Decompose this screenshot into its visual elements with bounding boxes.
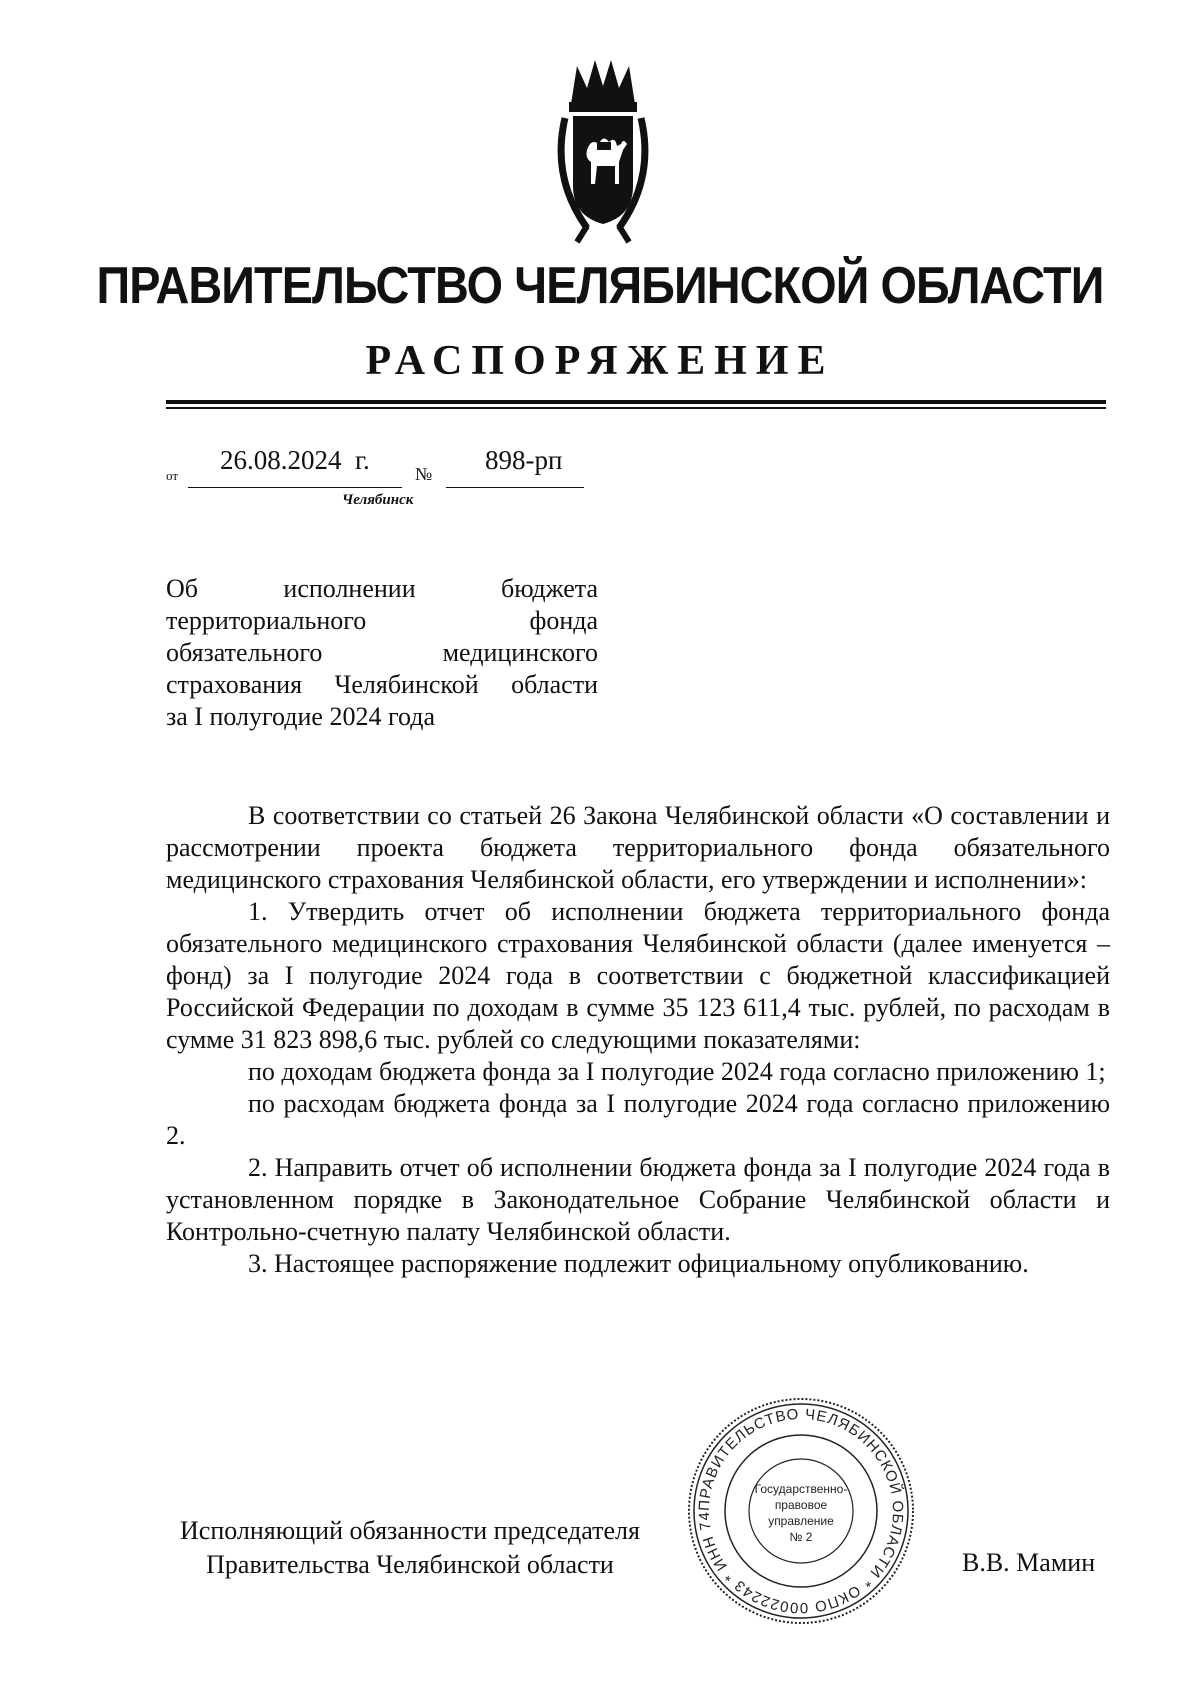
document-date: 26.08.2024 г. [220,445,370,475]
document-number: 898-рп [485,445,563,475]
city-label: Челябинск [342,492,414,508]
header-divider-thick [166,400,1106,404]
body-paragraph: по доходам бюджета фонда за I полугодие 2024 года согласно приложению 1; [248,1057,1106,1086]
signer-position-line: Правительства Челябинской области [206,1550,614,1579]
document-body [166,800,1110,1280]
body-paragraph: 2. Направить отчет об исполнении бюджета фонда за I полугодие 2024 года в установленном порядке в Законодательное Собрание Челябинской области и Контрольно-счетную палату Челябинской области. [166,1153,1110,1246]
body-paragraph: по расходам бюджета фонда за I полугодие 2024 года согласно приложению 2. [166,1089,1110,1150]
body-paragraph: В соответствии со статьей 26 Закона Челябинской области «О составлении и рассмотрении проекта бюджета территориального фонда обязательного медицинского страхования Челябинской области, его утверждении и исполнении»: [166,801,1110,894]
subject-line: Об исполнении бюджета [166,574,598,603]
subject-line: страхования Челябинской области [166,670,598,699]
body-paragraph: 3. Настоящее распоряжение подлежит официальному опубликованию. [248,1249,1029,1278]
signer-position [160,1514,660,1582]
number-underline [446,487,584,488]
seal-ring-text: ПРАВИТЕЛЬСТВО ЧЕЛЯБИНСКОЙ ОБЛАСТИ * ОКПО 00022243 * ИНН 74 [695,1405,907,1617]
seal-center-line: Государственно- [754,1482,848,1496]
header-divider-thin [166,407,1106,409]
signer-position-line: Исполняющий обязанности председателя [180,1516,640,1545]
signer-name: В.В. Мамин [962,1548,1096,1577]
seal-center-line: правовое [774,1498,828,1512]
document-subject [166,573,598,733]
coat-of-arms-icon [557,58,649,246]
government-title: ПРАВИТЕЛЬСТВО ЧЕЛЯБИНСКОЙ ОБЛАСТИ [96,257,1104,315]
subject-line: за I полугодие 2024 года [166,702,436,731]
number-prefix: № [415,464,433,484]
official-seal-icon [685,1395,917,1627]
seal-center-line: управление [768,1514,834,1528]
seal-center-line: № 2 [789,1530,813,1544]
subject-line: территориального фонда [166,606,598,635]
document-type-title: РАСПОРЯЖЕНИЕ [365,338,835,384]
subject-line: обязательного медицинского [166,638,598,667]
date-underline [188,487,402,488]
date-prefix: от [166,468,179,483]
body-paragraph: 1. Утвердить отчет об исполнении бюджета территориального фонда обязательного медицинского страхования Челябинской области (далее именуется – фонд) за I полугодие 2024 года в соответствии с бюджетной классификацией Российской Федерации по доходам в сумме 35 123 611,4 тыс. рублей, по расходам в сумме 31 823 898,6 тыс. рублей со следующими показателями: [166,897,1110,1054]
